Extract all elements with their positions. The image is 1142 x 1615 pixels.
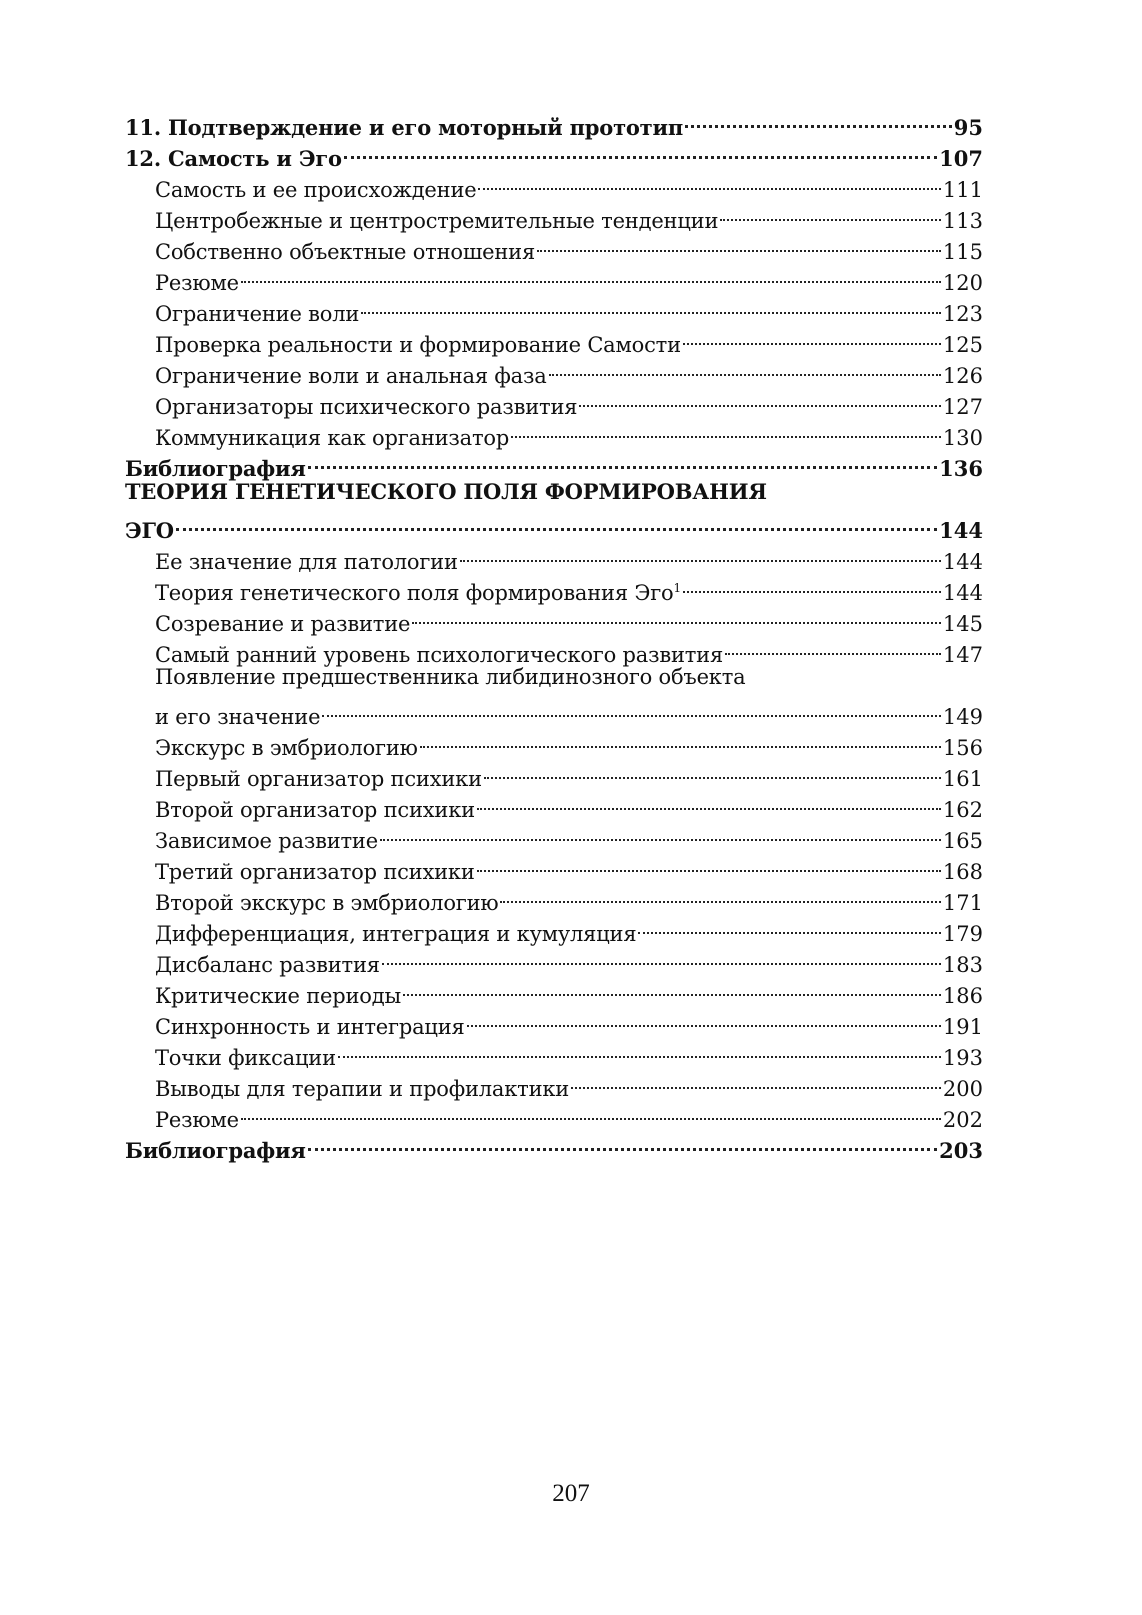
toc-entry-page: 186 — [942, 984, 983, 1008]
toc-entry-title: Дисбаланс развития — [155, 953, 380, 977]
toc-entry-title: Точки фиксации — [155, 1046, 336, 1070]
toc-entry-page: 107 — [939, 146, 983, 171]
toc-entry-page: 136 — [939, 456, 983, 481]
dot-leader — [412, 600, 941, 631]
toc-entry-title-text: Теория генетического поля формирования Эго — [155, 581, 674, 605]
dot-leader — [308, 445, 937, 476]
toc-entry-page: 183 — [942, 953, 983, 977]
dot-leader — [241, 1096, 941, 1127]
toc-entry-title: Зависимое развитие — [155, 829, 378, 853]
toc-entry-title: Проверка реальности и формирование Самости — [155, 333, 681, 357]
toc-entry-title: Библиография — [125, 1138, 306, 1163]
dot-leader — [241, 259, 941, 290]
toc-entry-page: 144 — [942, 581, 983, 605]
toc-entry-page: 125 — [942, 333, 983, 357]
toc-entry-title: Экскурс в эмбриологию — [155, 736, 418, 760]
toc-entry-page: 120 — [942, 271, 983, 295]
toc-entry-page: 145 — [942, 612, 983, 636]
toc-entry-title: Созревание и развитие — [155, 612, 411, 636]
toc-entry-page: 171 — [942, 891, 983, 915]
dot-leader — [537, 228, 941, 259]
toc-entry-page: 127 — [942, 395, 983, 419]
toc-entry-page: 147 — [942, 643, 983, 667]
toc-entry-page: 162 — [942, 798, 983, 822]
dot-leader — [361, 290, 941, 321]
toc-entry-page: 115 — [942, 240, 983, 264]
dot-leader — [380, 817, 941, 848]
toc-entry-page: 111 — [942, 178, 983, 202]
dot-leader — [725, 631, 941, 662]
toc-subentry[interactable] — [125, 538, 983, 574]
dot-leader — [382, 941, 941, 972]
toc-entry-title: Ограничение воли — [155, 302, 360, 326]
dot-leader — [549, 352, 941, 383]
toc-entry-page: 202 — [942, 1108, 983, 1132]
toc-entry-title: Появление предшественника либидинозного объекта — [155, 665, 746, 689]
toc-entry-page: 144 — [942, 550, 983, 574]
toc-entry-page: 191 — [942, 1015, 983, 1039]
toc-entry-title: Выводы для терапии и профилактики — [155, 1077, 570, 1101]
toc-entry-title: Третий организатор психики — [155, 860, 475, 884]
toc-entry-title: Самость и ее происхождение — [155, 178, 477, 202]
dot-leader — [403, 972, 941, 1003]
toc-entry-title: Центробежные и центростремительные тенденции — [155, 209, 719, 233]
toc-entry-title: 12. Самость и Эго — [125, 146, 342, 171]
toc-entry[interactable] — [125, 104, 983, 140]
toc-entry-title: Резюме — [155, 1108, 239, 1132]
dot-leader — [638, 910, 941, 941]
toc-section-heading[interactable] — [125, 476, 983, 507]
toc-subentry-first-line[interactable] — [125, 662, 983, 693]
dot-leader — [477, 786, 941, 817]
toc-entry-title: и его значение — [155, 705, 321, 729]
toc-entry-page: 126 — [942, 364, 983, 388]
toc-entry-title: Второй экскурс в эмбриологию — [155, 891, 499, 915]
toc-entry[interactable] — [125, 507, 983, 543]
toc-entry-page: 168 — [942, 860, 983, 884]
toc-entry-page: 203 — [939, 1138, 983, 1163]
toc-subentry[interactable] — [125, 1096, 983, 1132]
toc-entry-title: 11. Подтверждение и его моторный прототип — [125, 115, 684, 140]
table-of-contents — [125, 104, 983, 1163]
toc-entry-title: Самый ранний уровень психологического развития — [155, 643, 724, 667]
toc-entry-title: Коммуникация как организатор — [155, 426, 510, 450]
toc-entry-title: Первый организатор психики — [155, 767, 482, 791]
dot-leader — [308, 1127, 937, 1158]
toc-entry-title: Критические периоды — [155, 984, 401, 1008]
dot-leader — [579, 383, 941, 414]
dot-leader — [176, 507, 937, 538]
dot-leader — [685, 104, 952, 135]
dot-leader — [344, 135, 937, 166]
toc-entry-title: Дифференциация, интеграция и кумуляция — [155, 922, 637, 946]
dot-leader — [511, 414, 941, 445]
toc-subentry[interactable] — [125, 693, 983, 729]
toc-entry-title: Организаторы психического развития — [155, 395, 578, 419]
dot-leader — [460, 538, 941, 569]
toc-entry-title: Собственно объектные отношения — [155, 240, 536, 264]
dot-leader — [683, 321, 941, 352]
toc-entry-page: 113 — [942, 209, 983, 233]
toc-entry-page: 95 — [953, 115, 983, 140]
dot-leader — [484, 755, 941, 786]
toc-subentry[interactable] — [125, 259, 983, 295]
toc-entry-page: 130 — [942, 426, 983, 450]
dot-leader — [420, 724, 941, 755]
dot-leader — [338, 1034, 941, 1065]
toc-entry-title: Резюме — [155, 271, 239, 295]
toc-entry-page: 179 — [942, 922, 983, 946]
toc-entry-page: 193 — [942, 1046, 983, 1070]
dot-leader — [500, 879, 940, 910]
dot-leader — [478, 166, 940, 197]
toc-entry-title: Второй организатор психики — [155, 798, 475, 822]
page-number: 207 — [552, 1480, 590, 1507]
toc-entry-title: ЭГО — [125, 518, 174, 543]
toc-entry-page: 149 — [942, 705, 983, 729]
toc-entry[interactable] — [125, 1127, 983, 1163]
toc-entry-title: Библиография — [125, 456, 306, 481]
toc-entry-title: ТЕОРИЯ ГЕНЕТИЧЕСКОГО ПОЛЯ ФОРМИРОВАНИЯ — [125, 479, 767, 504]
toc-entry-page: 200 — [942, 1077, 983, 1101]
toc-entry-page: 123 — [942, 302, 983, 326]
toc-entry-title: Синхронность и интеграция — [155, 1015, 465, 1039]
dot-leader — [683, 569, 941, 600]
toc-entry-page: 144 — [939, 518, 983, 543]
dot-leader — [477, 848, 941, 879]
toc-entry-title: Ограничение воли и анальная фаза — [155, 364, 547, 388]
dot-leader — [467, 1003, 941, 1034]
toc-entry-page: 156 — [942, 736, 983, 760]
toc-subentry[interactable] — [125, 290, 983, 326]
toc-entry-page: 161 — [942, 767, 983, 791]
toc-entry-page: 165 — [942, 829, 983, 853]
dot-leader — [720, 197, 941, 228]
footnote-marker[interactable]: 1 — [673, 581, 681, 595]
dot-leader — [571, 1065, 941, 1096]
dot-leader — [322, 693, 941, 724]
toc-entry-title: Ее значение для патологии — [155, 550, 458, 574]
